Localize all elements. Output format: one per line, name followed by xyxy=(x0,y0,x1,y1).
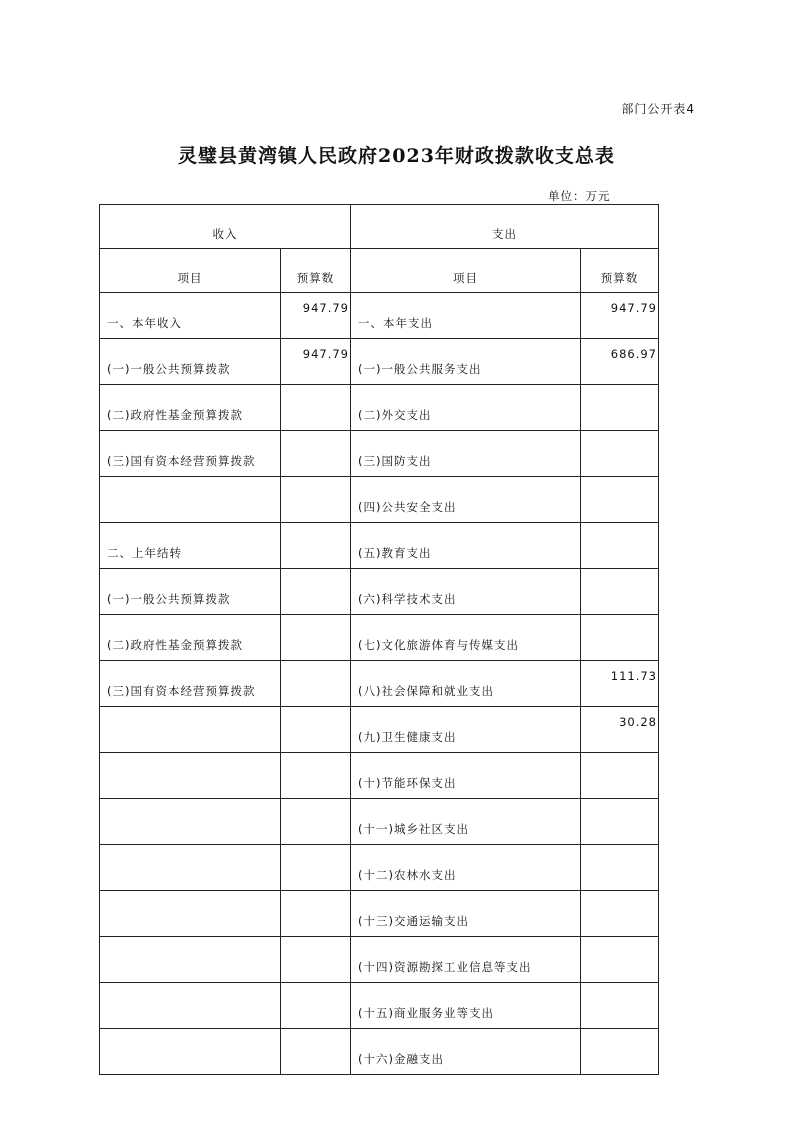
income-item-cell: (二)政府性基金预算拨款 xyxy=(100,615,281,661)
table-row xyxy=(100,385,659,431)
document-label: 部门公开表4 xyxy=(621,102,695,116)
income-value-cell xyxy=(281,1029,351,1075)
expense-value-cell xyxy=(581,753,659,799)
income-item-cell xyxy=(100,937,281,983)
income-item-cell xyxy=(100,845,281,891)
unit-label: 单位：万元 xyxy=(548,189,611,203)
income-value-cell xyxy=(281,891,351,937)
table-row xyxy=(100,477,659,523)
expense-budget-header: 预算数 xyxy=(581,249,659,293)
table-row xyxy=(100,569,659,615)
expense-item-cell: (十五)商业服务业等支出 xyxy=(351,983,581,1029)
table-row xyxy=(100,799,659,845)
income-value-cell xyxy=(281,385,351,431)
income-value-cell xyxy=(281,937,351,983)
income-item-cell xyxy=(100,753,281,799)
income-item-cell: (三)国有资本经营预算拨款 xyxy=(100,661,281,707)
table-row xyxy=(100,523,659,569)
expense-value-cell xyxy=(581,385,659,431)
income-value-cell: 947.79 xyxy=(281,293,351,339)
table-row xyxy=(100,661,659,707)
table-row xyxy=(100,845,659,891)
expense-value-cell xyxy=(581,1029,659,1075)
income-item-cell xyxy=(100,983,281,1029)
income-value-cell xyxy=(281,523,351,569)
income-item-cell xyxy=(100,1029,281,1075)
expense-value-cell xyxy=(581,523,659,569)
income-item-cell xyxy=(100,707,281,753)
income-item-cell xyxy=(100,799,281,845)
income-value-cell xyxy=(281,845,351,891)
income-value-cell xyxy=(281,707,351,753)
expense-item-cell: (十六)金融支出 xyxy=(351,1029,581,1075)
table-row xyxy=(100,431,659,477)
expense-value-cell: 111.73 xyxy=(581,661,659,707)
budget-table-body xyxy=(100,205,659,1075)
table-row xyxy=(100,937,659,983)
expense-item-cell: (十四)资源勘探工业信息等支出 xyxy=(351,937,581,983)
income-value-cell xyxy=(281,615,351,661)
expense-item-header: 项目 xyxy=(351,249,581,293)
expense-item-cell: (九)卫生健康支出 xyxy=(351,707,581,753)
expense-item-cell: 一、本年支出 xyxy=(351,293,581,339)
expense-value-cell: 947.79 xyxy=(581,293,659,339)
expense-value-cell: 30.28 xyxy=(581,707,659,753)
income-item-cell: (一)一般公共预算拨款 xyxy=(100,569,281,615)
expense-item-cell: (七)文化旅游体育与传媒支出 xyxy=(351,615,581,661)
page-title: 灵璧县黄湾镇人民政府2023年财政拨款收支总表 xyxy=(178,145,615,167)
expense-value-cell xyxy=(581,937,659,983)
expense-value-cell xyxy=(581,431,659,477)
expense-item-cell: (十一)城乡社区支出 xyxy=(351,799,581,845)
income-item-header: 项目 xyxy=(100,249,281,293)
table-row xyxy=(100,891,659,937)
table-row xyxy=(100,707,659,753)
table-row xyxy=(100,615,659,661)
expense-value-cell xyxy=(581,477,659,523)
expense-item-cell: (八)社会保障和就业支出 xyxy=(351,661,581,707)
table-row xyxy=(100,293,659,339)
income-value-cell xyxy=(281,661,351,707)
income-value-cell xyxy=(281,753,351,799)
expense-item-cell: (二)外交支出 xyxy=(351,385,581,431)
expense-value-cell xyxy=(581,569,659,615)
income-item-cell xyxy=(100,891,281,937)
income-value-cell xyxy=(281,983,351,1029)
expense-value-cell xyxy=(581,891,659,937)
expense-item-cell: (十)节能环保支出 xyxy=(351,753,581,799)
income-item-cell xyxy=(100,477,281,523)
expense-item-cell: (三)国防支出 xyxy=(351,431,581,477)
income-value-cell: 947.79 xyxy=(281,339,351,385)
income-value-cell xyxy=(281,569,351,615)
income-item-cell: 一、本年收入 xyxy=(100,293,281,339)
expense-item-cell: (四)公共安全支出 xyxy=(351,477,581,523)
income-item-cell: (三)国有资本经营预算拨款 xyxy=(100,431,281,477)
expense-item-cell: (十二)农林水支出 xyxy=(351,845,581,891)
table-row xyxy=(100,1029,659,1075)
expense-item-cell: (一)一般公共服务支出 xyxy=(351,339,581,385)
expense-item-cell: (五)教育支出 xyxy=(351,523,581,569)
table-row xyxy=(100,983,659,1029)
expense-value-cell xyxy=(581,615,659,661)
expense-value-cell: 686.97 xyxy=(581,339,659,385)
section-header-row xyxy=(100,205,659,249)
income-item-cell: 二、上年结转 xyxy=(100,523,281,569)
income-header: 收入 xyxy=(100,205,351,249)
column-header-row xyxy=(100,249,659,293)
budget-table xyxy=(99,204,659,1075)
expense-value-cell xyxy=(581,983,659,1029)
expense-item-cell: (十三)交通运输支出 xyxy=(351,891,581,937)
table-row xyxy=(100,339,659,385)
expense-value-cell xyxy=(581,845,659,891)
income-value-cell xyxy=(281,799,351,845)
income-value-cell xyxy=(281,477,351,523)
expense-header: 支出 xyxy=(351,205,659,249)
income-item-cell: (二)政府性基金预算拨款 xyxy=(100,385,281,431)
income-value-cell xyxy=(281,431,351,477)
expense-value-cell xyxy=(581,799,659,845)
income-budget-header: 预算数 xyxy=(281,249,351,293)
expense-item-cell: (六)科学技术支出 xyxy=(351,569,581,615)
income-item-cell: (一)一般公共预算拨款 xyxy=(100,339,281,385)
table-row xyxy=(100,753,659,799)
